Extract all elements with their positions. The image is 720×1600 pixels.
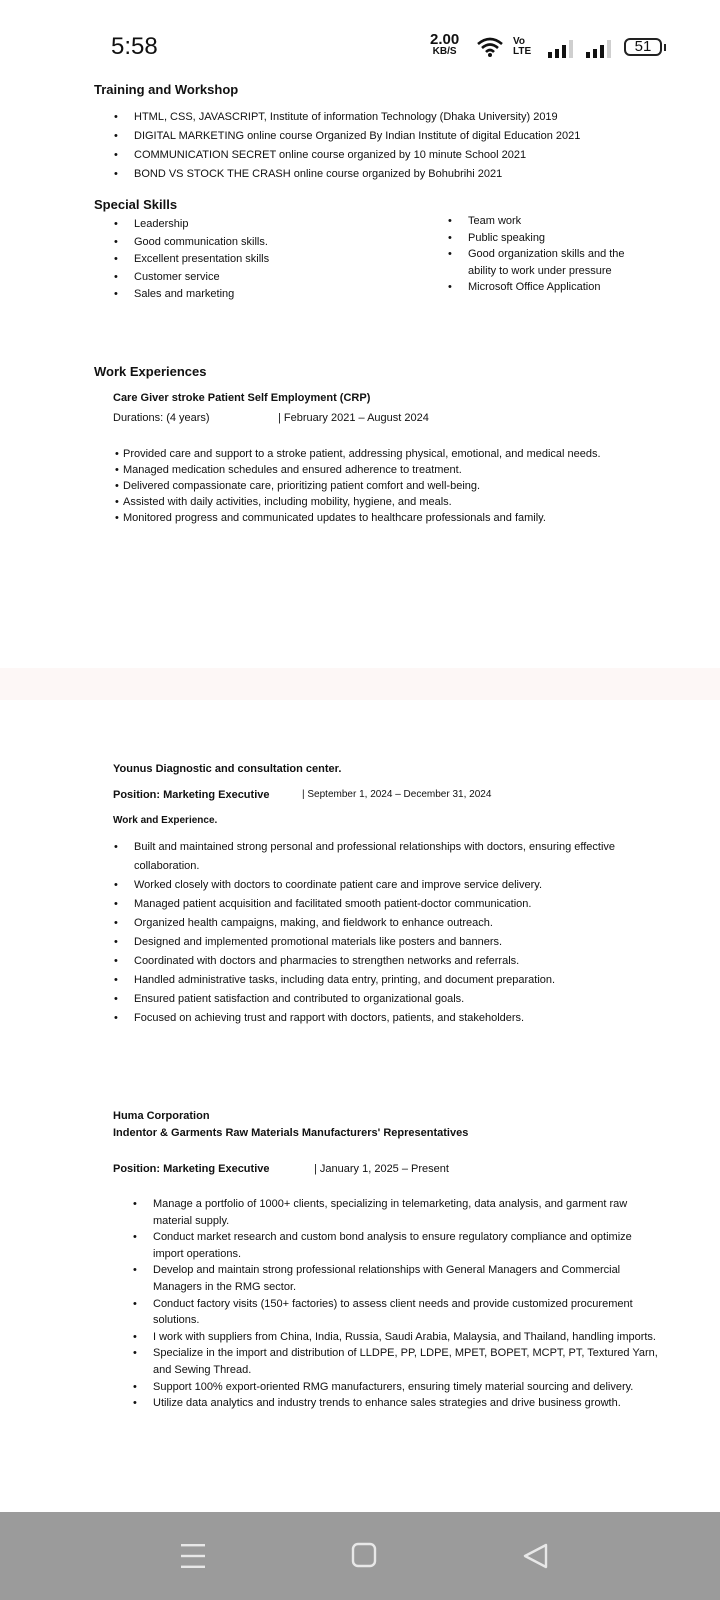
job1-bullet: • Monitored progress and communicated updates to healthcare professionals and family.: [113, 510, 713, 526]
skill-item: • Team work: [428, 213, 638, 230]
page-break: [0, 668, 720, 700]
job3-dates: | January 1, 2025 – Present: [314, 1163, 449, 1175]
skills-heading: Special Skills: [94, 197, 178, 212]
skill-item: • Leadership: [94, 216, 394, 234]
skill-item: • Excellent presentation skills: [94, 251, 394, 269]
training-item: • COMMUNICATION SECRET online course organized by 10 minute School 2021: [94, 146, 694, 165]
job3-bullet: • Support 100% export-oriented RMG manufacturers, ensuring timely material sourcing and delivery.: [113, 1379, 661, 1396]
job2-dates: | September 1, 2024 – December 31, 2024: [302, 789, 492, 800]
signal-1-icon: [548, 38, 573, 58]
work-heading: Work Experiences: [94, 364, 207, 379]
job3-position: Position: Marketing Executive: [113, 1163, 270, 1175]
navigation-bar: [0, 1512, 720, 1600]
job3-company: Huma Corporation: [113, 1110, 210, 1122]
skill-item: • Microsoft Office Application: [428, 279, 638, 296]
signal-2-icon: [586, 38, 611, 58]
skills-right-list: [428, 213, 638, 296]
training-item: • HTML, CSS, JAVASCRIPT, Institute of information Technology (Dhaka University) 2019: [94, 108, 694, 127]
job1-bullet: • Assisted with daily activities, including mobility, hygiene, and meals.: [113, 494, 713, 510]
battery-tip: [664, 44, 666, 51]
job2-bullet: • Focused on achieving trust and rapport with doctors, patients, and stakeholders.: [94, 1009, 634, 1028]
job1-bullet: • Provided care and support to a stroke patient, addressing physical, emotional, and medical needs.: [113, 446, 713, 462]
skill-item: • Good organization skills and the ability to work under pressure: [428, 246, 638, 279]
skill-item: • Public speaking: [428, 230, 638, 247]
job2-bullet: • Designed and implemented promotional materials like posters and banners.: [94, 933, 634, 952]
skill-item: • Sales and marketing: [94, 286, 394, 304]
job2-subhead: Work and Experience.: [113, 815, 218, 826]
volte-indicator: Vo LTE: [513, 36, 532, 57]
job2-bullet: • Ensured patient satisfaction and contributed to organizational goals.: [94, 990, 634, 1009]
job2-bullet: • Managed patient acquisition and facilitated smooth patient-doctor communication.: [94, 895, 634, 914]
job1-bullet: • Managed medication schedules and ensured adherence to treatment.: [113, 462, 713, 478]
job2-bullet: • Worked closely with doctors to coordinate patient care and improve service delivery.: [94, 876, 634, 895]
recents-icon[interactable]: [180, 1542, 206, 1570]
training-item: • BOND VS STOCK THE CRASH online course organized by Bohubrihi 2021: [94, 165, 694, 184]
job1-duration: Durations: (4 years): [113, 412, 210, 424]
job2-bullet: • Built and maintained strong personal and professional relationships with doctors, ensuring effective collaboration.: [94, 838, 634, 876]
job2-company: Younus Diagnostic and consultation center.: [113, 763, 342, 775]
job1-title: Care Giver stroke Patient Self Employment (CRP): [113, 392, 371, 404]
job2-bullet: • Coordinated with doctors and pharmacies to strengthen networks and referrals.: [94, 952, 634, 971]
job3-bullet: • Manage a portfolio of 1000+ clients, specializing in telemarketing, data analysis, and garment raw material supply.: [113, 1196, 661, 1229]
network-speed-unit: KB/S: [432, 46, 457, 57]
back-icon[interactable]: [522, 1542, 550, 1570]
wifi-icon: [476, 36, 504, 58]
job2-position: Position: Marketing Executive: [113, 789, 270, 801]
job3-bullet: • I work with suppliers from China, India, Russia, Saudi Arabia, Malaysia, and Thailand, handling imports.: [113, 1329, 661, 1346]
job2-bullet: • Handled administrative tasks, including data entry, printing, and document preparation.: [94, 971, 634, 990]
job2-bullet: • Organized health campaigns, making, and fieldwork to enhance outreach.: [94, 914, 634, 933]
skills-left-list: [94, 216, 394, 304]
training-heading: Training and Workshop: [94, 82, 239, 97]
skill-item: • Customer service: [94, 269, 394, 287]
job3-bullet: • Utilize data analytics and industry trends to enhance sales strategies and drive business growth.: [113, 1395, 661, 1412]
job3-bullet: • Specialize in the import and distribution of LLDPE, PP, LDPE, MPET, BOPET, MCPT, PT, Textured Yarn, and Sewing Thread.: [113, 1345, 661, 1378]
job1-bullets: [113, 446, 713, 526]
training-list: [94, 108, 694, 184]
skill-item: • Good communication skills.: [94, 234, 394, 252]
status-time: 5:58: [111, 33, 158, 60]
job3-bullet: • Conduct factory visits (150+ factories) to assess client needs and provide customized procurement solutions.: [113, 1296, 661, 1329]
job3-bullets: [113, 1196, 661, 1412]
network-speed: [430, 31, 460, 58]
battery-indicator: 51: [624, 38, 662, 56]
job3-bullet: • Develop and maintain strong professional relationships with General Managers and Commercial Managers in the RMG sector.: [113, 1262, 661, 1295]
training-item: • DIGITAL MARKETING online course Organized By Indian Institute of digital Education 2021: [94, 127, 694, 146]
job1-bullet: • Delivered compassionate care, prioritizing patient comfort and well-being.: [113, 478, 713, 494]
job1-dates: | February 2021 – August 2024: [278, 412, 429, 424]
job2-bullets: [94, 838, 634, 1028]
job3-subtitle: Indentor & Garments Raw Materials Manufacturers' Representatives: [113, 1127, 469, 1139]
home-icon[interactable]: [351, 1542, 377, 1570]
job3-bullet: • Conduct market research and custom bond analysis to ensure regulatory compliance and optimize import operations.: [113, 1229, 661, 1262]
network-speed-value: 2.00: [430, 31, 460, 48]
